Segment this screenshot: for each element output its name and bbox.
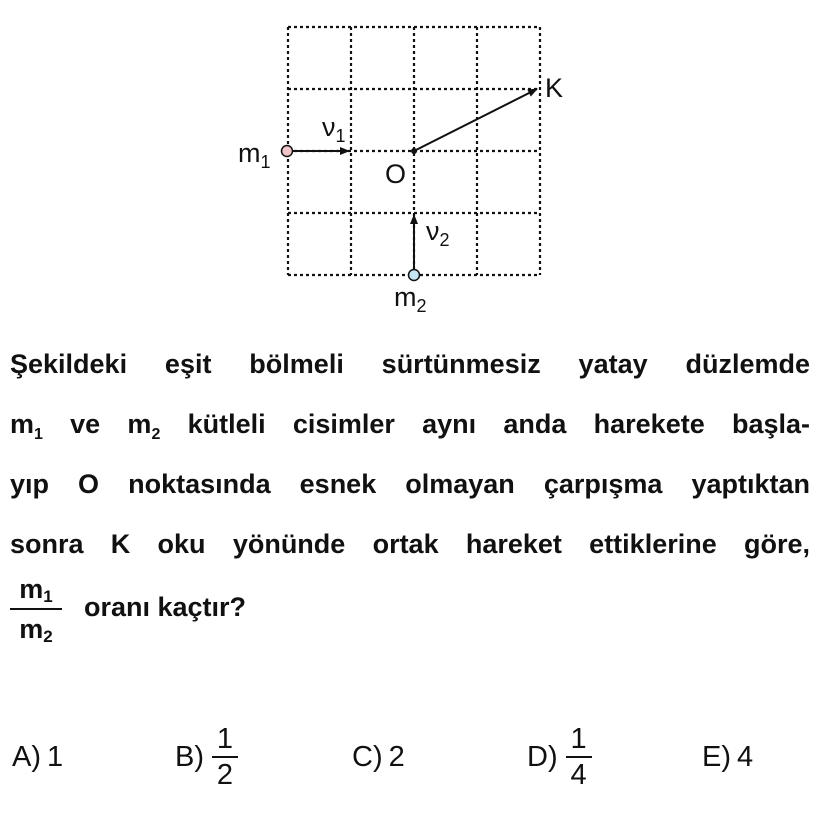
question-line-1: Şekildeki eşit bölmeli sürtünmesiz yatay düzlemde [10,349,810,379]
choice-e[interactable]: E) 4 [702,740,754,773]
choice-d[interactable]: D) $\frac{1}{4}$ [527,722,592,792]
k-label: K [545,73,564,103]
o-label: O [385,159,407,189]
choice-c[interactable]: C) 2 [352,740,405,773]
ratio-question [10,574,310,654]
question-line-2: $m_1$ ve $m_2$ kütleli cisimler aynı anda harekete başla- [10,409,810,443]
collision-diagram [0,0,816,330]
point-o [411,148,417,154]
k-arrow [414,89,537,151]
m1-over-m2-fraction: $m_1$ $m_2$ [10,574,62,644]
m2-mass-point [409,270,420,281]
m1-mass-point [282,146,293,157]
v2-label: $\nu_2$ [426,216,450,250]
choice-b-fraction: $\frac{1}{2}$ [212,724,238,790]
question-line-3: yıp O noktasında esnek olmayan çarpışma yaptıktan [10,469,810,499]
question-text [10,340,810,580]
v1-label: $\nu_1$ [322,112,346,146]
choice-b[interactable]: B) $\frac{1}{2}$ [175,722,238,792]
ratio-text: oranı kaçtır? [84,592,247,622]
choice-a[interactable]: A) 1 [12,740,64,773]
choice-d-fraction: $\frac{1}{4}$ [566,724,592,790]
m2-label: $m_2$ [394,282,427,316]
question-line-4: sonra K oku yönünde ortak hareket ettiklerine göre, [10,529,810,559]
m1-label: $m_1$ [238,138,271,172]
